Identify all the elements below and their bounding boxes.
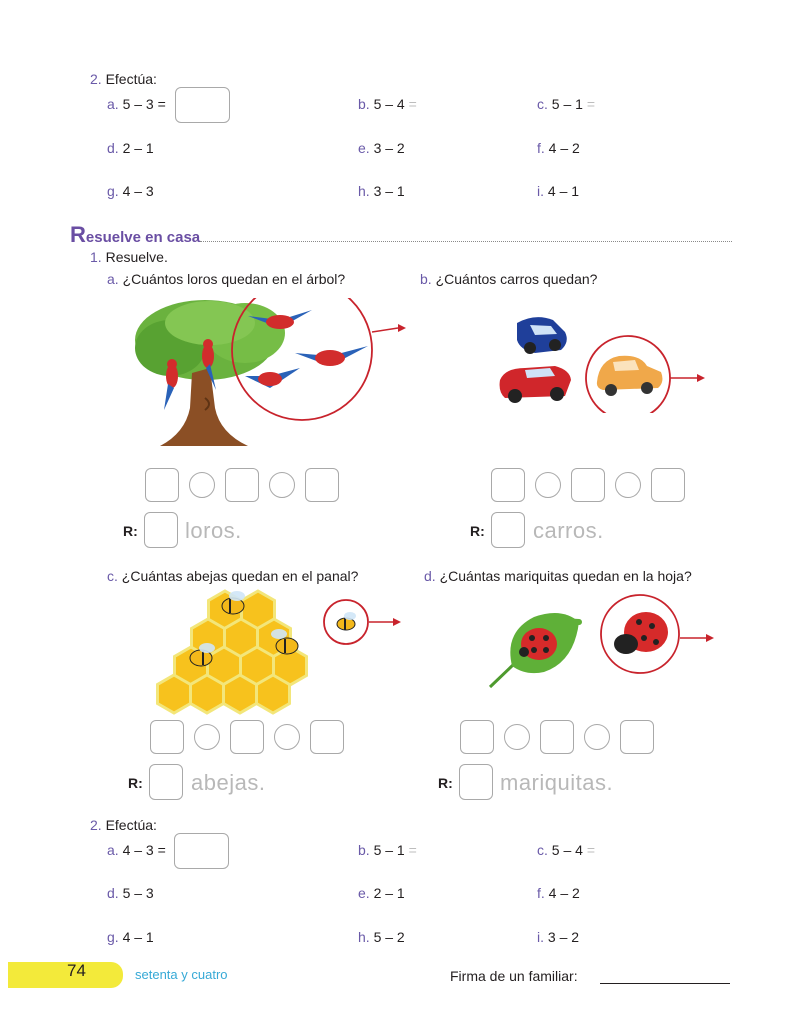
arrow-right-icon — [706, 634, 714, 642]
operator-circle[interactable] — [584, 724, 610, 750]
page-number-bar — [8, 962, 123, 988]
answer-box[interactable] — [149, 764, 183, 800]
answer-unit: abejas. — [191, 770, 266, 795]
answer-box[interactable] — [175, 87, 230, 123]
result-box[interactable] — [620, 720, 654, 754]
operator-circle[interactable] — [504, 724, 530, 750]
exercise-item: e. 3 – 2 — [358, 140, 405, 156]
operand-box[interactable] — [491, 468, 525, 502]
result-box[interactable] — [651, 468, 685, 502]
operator-circle[interactable] — [194, 724, 220, 750]
resuelve-heading: 1. Resuelve. — [90, 249, 168, 265]
arrow-right-icon — [398, 324, 406, 332]
exercise-item: d. 2 – 1 — [107, 140, 154, 156]
tree-parrots-illustration — [130, 298, 410, 453]
operand-box[interactable] — [230, 720, 264, 754]
page-number: 74 — [67, 961, 86, 980]
answer-label: R: — [123, 523, 138, 539]
cars-illustration — [495, 308, 715, 413]
operator-circle[interactable] — [615, 472, 641, 498]
exercise-item: b. 5 – 4 = — [358, 96, 417, 112]
answer-label: R: — [438, 775, 453, 791]
orange-car-icon — [597, 356, 663, 396]
answer-label: R: — [470, 523, 485, 539]
operator-circle[interactable] — [535, 472, 561, 498]
exercise-item: d. 5 – 3 — [107, 885, 154, 901]
answer-box[interactable] — [144, 512, 178, 548]
signature-label: Firma de un familiar: — [450, 968, 578, 984]
question-b: b. ¿Cuántos carros quedan? — [420, 271, 598, 287]
exercise-item: a. 5 – 3 = — [107, 96, 166, 112]
operand-box[interactable] — [145, 468, 179, 502]
page-number-words: setenta y cuatro — [135, 967, 228, 982]
operator-circle[interactable] — [189, 472, 215, 498]
operand-box[interactable] — [540, 720, 574, 754]
ladybug-icon — [614, 612, 668, 654]
question-c: c. ¿Cuántas abejas quedan en el panal? — [107, 568, 359, 584]
section-title: Resuelve en casa — [70, 222, 201, 247]
operator-circle[interactable] — [269, 472, 295, 498]
honeycomb-bees-illustration — [145, 588, 410, 716]
arrow-right-icon — [697, 374, 705, 382]
exercise-item: c. 5 – 4 = — [537, 842, 595, 858]
result-box[interactable] — [310, 720, 344, 754]
exercise-item: i. 3 – 2 — [537, 929, 580, 945]
exercise-heading: 2. Efectúa: — [90, 817, 157, 833]
exercise-item: h. 5 – 2 — [358, 929, 405, 945]
exercise-item: i. 4 – 1 — [537, 183, 580, 199]
answer-unit: loros. — [185, 518, 242, 543]
operand-box[interactable] — [225, 468, 259, 502]
exercise-item: g. 4 – 1 — [107, 929, 154, 945]
exercise-item: g. 4 – 3 — [107, 183, 154, 199]
answer-unit: mariquitas. — [500, 770, 614, 795]
operand-box[interactable] — [571, 468, 605, 502]
exercise-item: f. 4 – 2 — [537, 885, 580, 901]
question-d: d. ¿Cuántas mariquitas quedan en la hoja? — [424, 568, 692, 584]
exercise-heading: 2. Efectúa: — [90, 71, 157, 87]
arrow-right-icon — [393, 618, 401, 626]
parrot-icon — [245, 368, 300, 388]
leaf-ladybugs-illustration — [484, 592, 724, 692]
exercise-item: c. 5 – 1 = — [537, 96, 595, 112]
exercise-item: f. 4 – 2 — [537, 140, 580, 156]
answer-box[interactable] — [174, 833, 229, 869]
answer-box[interactable] — [491, 512, 525, 548]
exercise-item: a. 4 – 3 = — [107, 842, 166, 858]
exercise-item: e. 2 – 1 — [358, 885, 405, 901]
answer-label: R: — [128, 775, 143, 791]
answer-box[interactable] — [459, 764, 493, 800]
signature-line[interactable] — [600, 983, 730, 984]
exercise-item: b. 5 – 1 = — [358, 842, 417, 858]
operator-circle[interactable] — [274, 724, 300, 750]
operand-box[interactable] — [460, 720, 494, 754]
section-divider — [200, 241, 732, 242]
parrot-icon — [295, 346, 368, 366]
bee-icon — [337, 612, 356, 630]
question-a: a. ¿Cuántos loros quedan en el árbol? — [107, 271, 346, 287]
result-box[interactable] — [305, 468, 339, 502]
operand-box[interactable] — [150, 720, 184, 754]
exercise-item: h. 3 – 1 — [358, 183, 405, 199]
answer-unit: carros. — [533, 518, 604, 543]
blue-car-icon — [517, 317, 567, 354]
red-car-icon — [500, 366, 571, 403]
